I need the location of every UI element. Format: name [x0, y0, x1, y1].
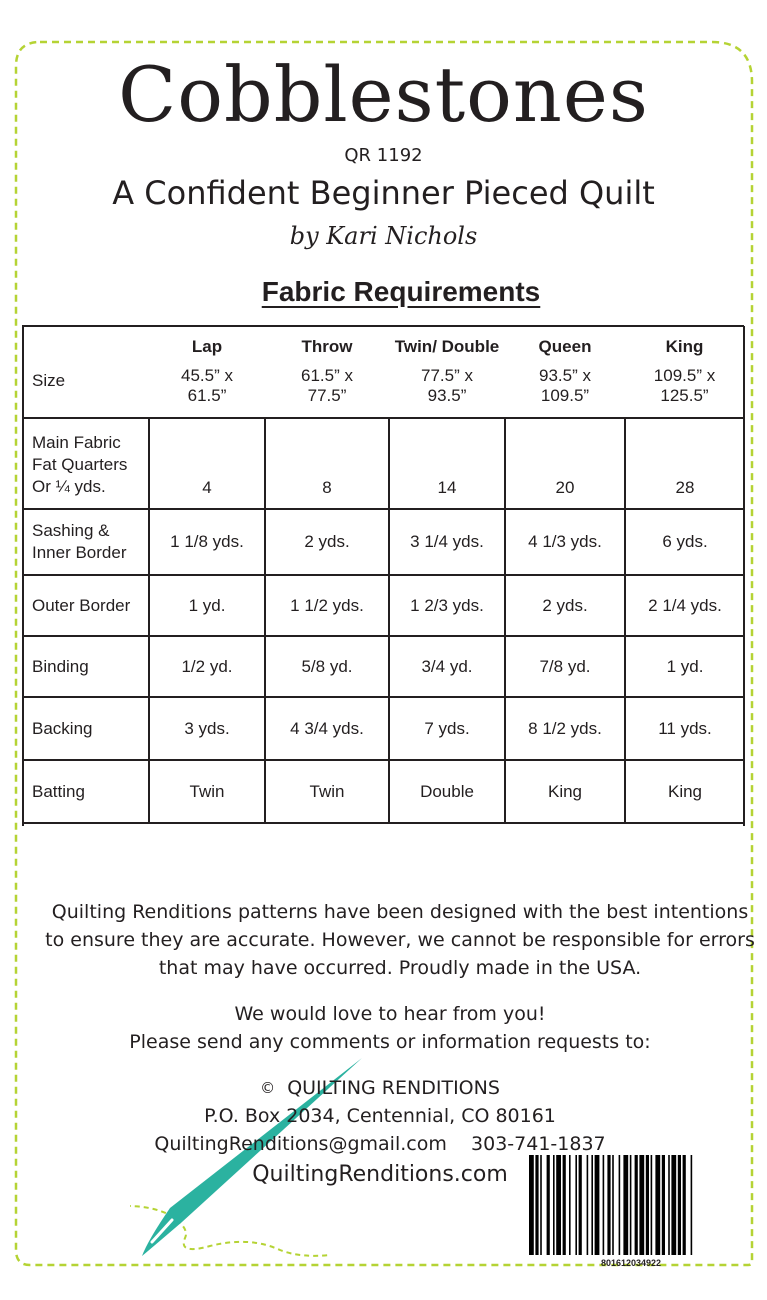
table-row-binding — [22, 636, 744, 697]
barcode-bar — [569, 1155, 571, 1255]
table-row-main-fabric — [22, 418, 744, 509]
barcode — [527, 1155, 735, 1273]
table-cell: 20 — [505, 418, 625, 509]
column-header: Twin/ Double — [389, 326, 505, 366]
row-label: Backing — [22, 697, 149, 760]
table-cell: 2 1/4 yds. — [625, 575, 744, 636]
table-cell: 6 yds. — [625, 509, 744, 575]
table-cell: 3 yds. — [149, 697, 265, 760]
designer-byline: by Kari Nichols — [289, 222, 478, 250]
table-cell: 3 1/4 yds. — [389, 509, 505, 575]
barcode-bar — [683, 1155, 686, 1255]
table-header-row — [22, 326, 744, 366]
barcode-bar — [635, 1155, 638, 1255]
row-label: Outer Border — [22, 575, 149, 636]
barcode-bar — [646, 1155, 649, 1255]
table-cell: 7 yds. — [389, 697, 505, 760]
table-cell: 1 yd. — [149, 575, 265, 636]
fabric-requirements-heading: Fabric Requirements — [261, 276, 541, 307]
row-label: Batting — [22, 760, 149, 823]
table-cell: 93.5” x 109.5” — [539, 366, 591, 405]
company-name: QUILTING RENDITIONS — [287, 1077, 500, 1099]
table-cell: 61.5” x 77.5” — [301, 366, 353, 405]
barcode-bar — [630, 1155, 632, 1255]
phone: 303-741-1837 — [471, 1133, 606, 1155]
company-address — [100, 1074, 660, 1158]
barcode-bar — [639, 1155, 644, 1255]
barcode-bar — [556, 1155, 561, 1255]
table-cell: 45.5” x 61.5” — [181, 366, 233, 405]
barcode-bar — [553, 1155, 555, 1255]
contact-prompt: We would love to hear from you! Please send any comments or information requests to: — [129, 1003, 651, 1053]
table-row-batting — [22, 760, 744, 823]
table-row-outer-border — [22, 575, 744, 636]
row-label: Size — [32, 371, 66, 390]
barcode-bar — [607, 1155, 610, 1255]
column-header: Queen — [505, 326, 625, 366]
column-header: King — [625, 326, 744, 366]
pattern-code: QR 1192 — [344, 145, 423, 166]
table-cell: Double — [389, 760, 505, 823]
barcode-bar — [535, 1155, 538, 1255]
table-cell: Twin — [149, 760, 265, 823]
table-cell: King — [505, 760, 625, 823]
barcode-bar — [623, 1155, 628, 1255]
barcode-bar — [603, 1155, 605, 1255]
table-cell: 8 1/2 yds. — [505, 697, 625, 760]
table-cell: 1/2 yd. — [149, 636, 265, 697]
barcode-bar — [579, 1155, 582, 1255]
barcode-bar — [540, 1155, 542, 1255]
barcode-bar — [547, 1155, 550, 1255]
column-header: Throw — [265, 326, 389, 366]
barcode-bar — [671, 1155, 676, 1255]
barcode-bar — [595, 1155, 600, 1255]
table-cell: 109.5” x 125.5” — [653, 366, 716, 405]
pattern-title: Cobblestones — [118, 50, 649, 139]
barcode-bar — [612, 1155, 614, 1255]
po-box: P.O. Box 2034, Centennial, CO 80161 — [204, 1105, 556, 1127]
barcode-bar — [691, 1155, 693, 1255]
barcode-bar — [668, 1155, 670, 1255]
table-cell: 1 2/3 yds. — [389, 575, 505, 636]
table-cell: Twin — [265, 760, 389, 823]
column-header: Lap — [149, 326, 265, 366]
table-cell: 2 yds. — [505, 575, 625, 636]
barcode-bar — [529, 1155, 534, 1255]
barcode-bar — [655, 1155, 660, 1255]
table-cell: 5/8 yd. — [265, 636, 389, 697]
table-row-backing — [22, 697, 744, 760]
fabric-requirements-table — [22, 325, 744, 824]
barcode-bar — [619, 1155, 621, 1255]
barcode-bar — [651, 1155, 653, 1255]
barcode-bar — [662, 1155, 665, 1255]
table-cell: King — [625, 760, 744, 823]
barcode-bar — [563, 1155, 566, 1255]
table-cell: 8 — [265, 418, 389, 509]
table-cell: 1 1/8 yds. — [149, 509, 265, 575]
table-cell: 4 3/4 yds. — [265, 697, 389, 760]
table-cell: 3/4 yd. — [389, 636, 505, 697]
table-row-size — [22, 366, 744, 418]
disclaimer-text: Quilting Renditions patterns have been designed with the best intentions to ensure they are accurate. However, we cannot be responsible for errors that may have occurred. Proudly made in the USA. — [45, 901, 755, 979]
table-cell: 4 — [149, 418, 265, 509]
email: QuiltingRenditions@gmail.com — [154, 1133, 447, 1155]
website-url: QuiltingRenditions.com — [252, 1162, 508, 1187]
table-cell: 4 1/3 yds. — [505, 509, 625, 575]
barcode-bar — [587, 1155, 589, 1255]
table-cell: 28 — [625, 418, 744, 509]
barcode-number: 801612034922 — [600, 1258, 662, 1268]
row-label: Sashing & Inner Border — [22, 509, 149, 575]
copyright-symbol: © — [260, 1079, 276, 1097]
barcode-bar — [678, 1155, 681, 1255]
table-cell: 2 yds. — [265, 509, 389, 575]
table-cell: 1 1/2 yds. — [265, 575, 389, 636]
row-label: Main Fabric Fat Quarters Or ¼ yds. — [22, 418, 149, 509]
row-label: Binding — [22, 636, 149, 697]
table-cell: 1 yd. — [625, 636, 744, 697]
table-cell: 77.5” x 93.5” — [421, 366, 473, 405]
barcode-bar — [591, 1155, 593, 1255]
table-cell: 11 yds. — [625, 697, 744, 760]
table-cell: 14 — [389, 418, 505, 509]
table-row-sashing — [22, 509, 744, 575]
barcode-bar — [575, 1155, 577, 1255]
pattern-subtitle: A Confident Beginner Pieced Quilt — [112, 174, 655, 212]
table-cell: 7/8 yd. — [505, 636, 625, 697]
